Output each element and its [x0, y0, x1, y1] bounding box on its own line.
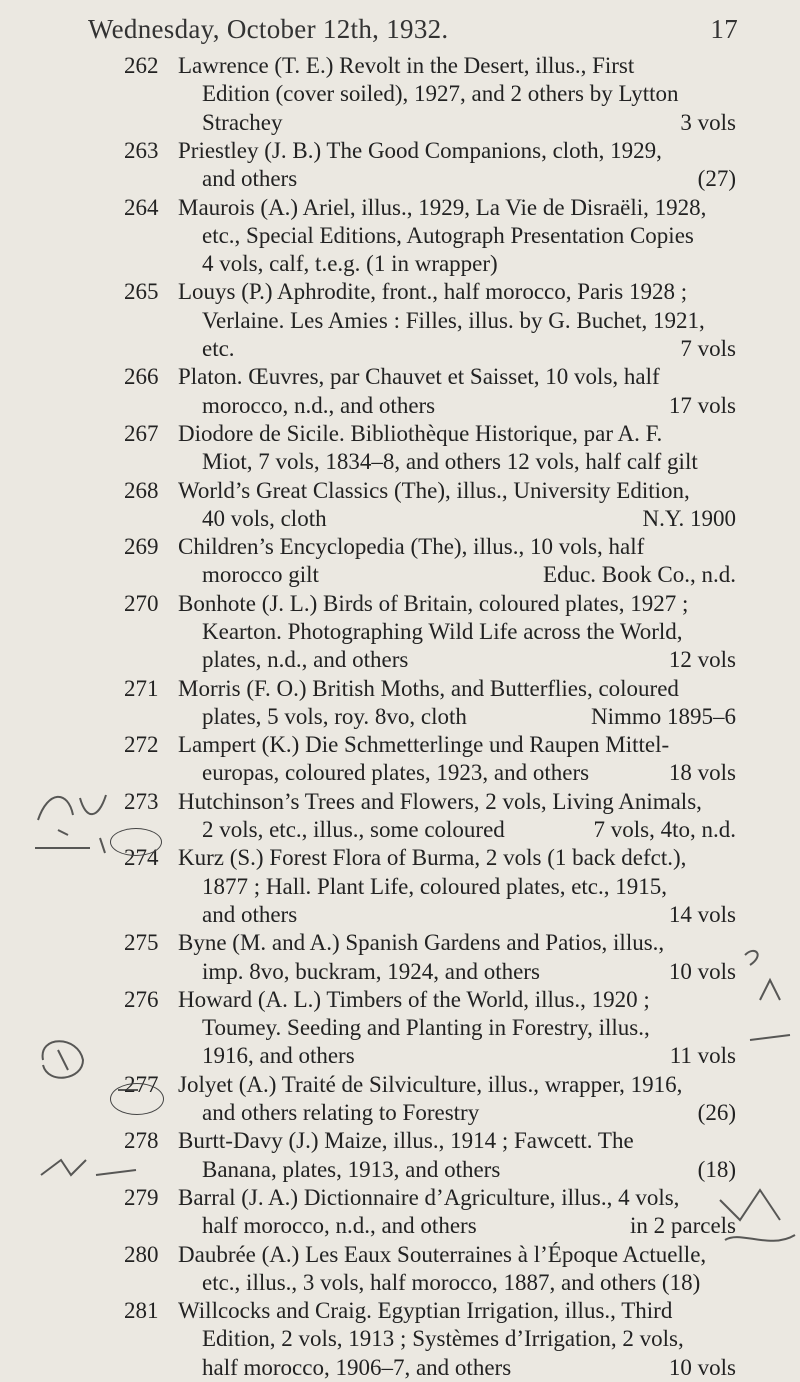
lot-quantity: 10 vols: [668, 1354, 736, 1380]
lot-line: etc., illus., 3 vols, half morocco, 1887, and others (18): [202, 1269, 701, 1295]
lot-description: [178, 1127, 736, 1184]
lot-number: 281: [124, 1298, 159, 1324]
lot-quantity: 3 vols: [680, 109, 736, 135]
lot-circle-274: [110, 828, 162, 856]
lot-line: 4 vols, calf, t.e.g. (1 in wrapper): [202, 251, 498, 277]
lot-description: [178, 731, 736, 788]
lot-line: Hutchinson’s Trees and Flowers, 2 vols, Living Animals,: [178, 788, 702, 814]
lot-description: [178, 1297, 736, 1382]
lot-quantity: 7 vols: [680, 335, 736, 361]
lot-description: [178, 1241, 736, 1298]
lot-line: Kurz (S.) Forest Flora of Burma, 2 vols (1 back defct.),: [178, 845, 687, 871]
lot-line: Children’s Encyclopedia (The), illus., 10 vols, half: [178, 534, 645, 560]
lot-quantity: Nimmo 1895–6: [590, 703, 736, 729]
lot-line: 2 vols, etc., illus., some coloured 7 vols, 4to, n.d.: [178, 816, 736, 844]
lot-description: [178, 278, 736, 363]
lot-line: and others 14 vols: [178, 901, 736, 929]
page-number: 17: [710, 14, 738, 44]
lot-line: Maurois (A.) Ariel, illus., 1929, La Vie de Disraëli, 1928,: [178, 194, 707, 220]
lot-description: [178, 477, 736, 534]
lot-line: Edition, 2 vols, 1913 ; Systèmes d’Irrigation, 2 vols,: [202, 1326, 684, 1352]
lot-quantity: 11 vols: [669, 1043, 736, 1069]
lot-number: 267: [124, 420, 159, 446]
lot-line: imp. 8vo, buckram, 1924, and others 10 vols: [178, 958, 736, 986]
lot-line: europas, coloured plates, 1923, and others 18 vols: [178, 759, 736, 787]
lot-line: 40 vols, cloth N.Y. 1900: [178, 505, 736, 533]
lot-line: Byne (M. and A.) Spanish Gardens and Patios, illus.,: [178, 930, 665, 956]
sale-date: Wednesday, October 12th, 1932.: [88, 14, 449, 44]
lot-circle-278: [110, 1083, 164, 1115]
lot-quantity: 7 vols, 4to, n.d.: [593, 817, 736, 843]
lot-line: Burtt-Davy (J.) Maize, illus., 1914 ; Fawcett. The: [178, 1128, 634, 1154]
lot-number: 264: [124, 194, 159, 220]
lot-number: 271: [124, 675, 159, 701]
lot-number: 262: [124, 53, 159, 78]
lot-quantity: 12 vols: [668, 647, 736, 673]
lot-line: Strachey 3 vols: [178, 109, 736, 137]
lot-quantity: (27): [697, 166, 736, 192]
lot-line: Kearton. Photographing Wild Life across the World,: [202, 618, 683, 644]
lot-number: 266: [124, 364, 159, 390]
lot-number: 277: [124, 1071, 159, 1097]
lot-description: [178, 675, 736, 732]
lot-description: [178, 986, 736, 1071]
lot-number: 276: [124, 986, 159, 1012]
lot-description: [178, 1071, 736, 1128]
lot-line: and others relating to Forestry (26): [178, 1099, 736, 1127]
lot-number: 268: [124, 477, 159, 503]
lot-line: Miot, 7 vols, 1834–8, and others 12 vols, half calf gilt: [202, 449, 698, 475]
handwritten-buyer-281: [710, 1180, 800, 1260]
lot-line: Platon. Œuvres, par Chauvet et Saisset, 10 vols, half: [178, 364, 660, 390]
lot-number: 274: [124, 845, 159, 871]
lot-line: Daubrée (A.) Les Eaux Souterraines à l’Époque Actuelle,: [178, 1241, 707, 1267]
lot-number: 273: [124, 788, 159, 814]
lot-quantity: in 2 parcels: [629, 1213, 736, 1239]
lot-quantity: (26): [697, 1100, 736, 1126]
lot-line: Edition (cover soiled), 1927, and 2 others by Lytton: [202, 81, 679, 107]
lot-line: Priestley (J. B.) The Good Companions, cloth, 1929,: [178, 137, 662, 163]
lot-number: 278: [124, 1128, 159, 1154]
lot-description: [178, 844, 736, 929]
lot-line: plates, n.d., and others 12 vols: [178, 646, 736, 674]
lot-quantity: 14 vols: [668, 901, 736, 927]
lot-number: 275: [124, 930, 159, 956]
lot-quantity: 10 vols: [668, 958, 736, 984]
lot-number: 269: [124, 534, 159, 560]
lot-description: [178, 788, 736, 845]
lot-number: 265: [124, 279, 159, 305]
lot-quantity: Educ. Book Co., n.d.: [543, 562, 736, 588]
lot-number: 270: [124, 590, 159, 616]
lot-description: [178, 1184, 736, 1241]
lot-line: half morocco, 1906–7, and others 10 vols: [178, 1354, 736, 1382]
lot-quantity: 17 vols: [668, 392, 736, 418]
lot-line: Barral (J. A.) Dictionnaire d’Agriculture, illus., 4 vols,: [178, 1185, 680, 1210]
lot-line: morocco gilt Educ. Book Co., n.d.: [178, 561, 736, 589]
lot-line: half morocco, n.d., and others in 2 parcels: [178, 1212, 736, 1240]
lot-number: 280: [124, 1241, 159, 1267]
lot-line: 1877 ; Hall. Plant Life, coloured plates, etc., 1915,: [202, 873, 667, 899]
lot-line: and others (27): [178, 165, 736, 193]
lot-number: 279: [124, 1185, 159, 1210]
lot-line: Willcocks and Craig. Egyptian Irrigation, illus., Third: [178, 1298, 673, 1324]
lot-line: Lampert (K.) Die Schmetterlinge und Raupen Mittel-: [178, 732, 670, 758]
lot-line: Louys (P.) Aphrodite, front., half morocco, Paris 1928 ;: [178, 279, 688, 305]
lot-line: Diodore de Sicile. Bibliothèque Historique, par A. F.: [178, 420, 663, 446]
lot-description: [178, 420, 736, 477]
lot-description: [178, 52, 736, 137]
handwritten-price-275-276: [740, 940, 800, 1070]
lot-line: etc. 7 vols: [178, 335, 736, 363]
lot-description: [178, 533, 736, 590]
lot-description: [178, 194, 736, 279]
lot-number: 263: [124, 137, 159, 163]
lot-quantity: (18): [697, 1156, 736, 1182]
lot-quantity: N.Y. 1900: [642, 505, 736, 531]
lot-line: Howard (A. L.) Timbers of the World, illus., 1920 ;: [178, 986, 650, 1012]
lot-line: Verlaine. Les Amies : Filles, illus. by G. Buchet, 1921,: [202, 307, 705, 333]
lot-description: [178, 137, 736, 194]
lot-line: Bonhote (J. L.) Birds of Britain, coloured plates, 1927 ;: [178, 590, 689, 616]
lot-line: Toumey. Seeding and Planting in Forestry, illus.,: [202, 1015, 650, 1041]
lot-line: etc., Special Editions, Autograph Presentation Copies: [202, 222, 694, 248]
lot-line: Morris (F. O.) British Moths, and Butterflies, coloured: [178, 675, 679, 701]
lot-description: [178, 363, 736, 420]
lot-description: [178, 929, 736, 986]
lot-line: 1916, and others 11 vols: [178, 1042, 736, 1070]
lot-quantity: 18 vols: [668, 760, 736, 786]
handwritten-note-281: [36, 1150, 146, 1190]
lot-line: Jolyet (A.) Traité de Silviculture, illus., wrapper, 1916,: [178, 1071, 683, 1097]
lot-number: 272: [124, 732, 159, 758]
lot-line: morocco, n.d., and others 17 vols: [178, 392, 736, 420]
lot-line: Banana, plates, 1913, and others (18): [178, 1156, 736, 1184]
lot-line: Lawrence (T. E.) Revolt in the Desert, illus., First: [178, 53, 635, 78]
lot-line: plates, 5 vols, roy. 8vo, cloth Nimmo 1895–6: [178, 703, 736, 731]
lot-line: World’s Great Classics (The), illus., University Edition,: [178, 477, 690, 503]
lot-description: [178, 590, 736, 675]
